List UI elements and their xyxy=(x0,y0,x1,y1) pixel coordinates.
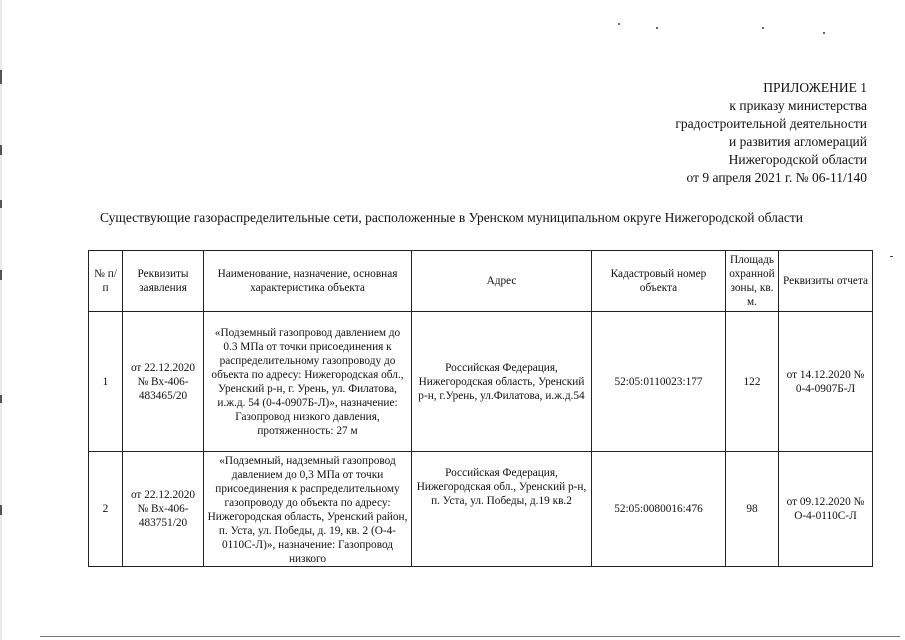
table-row xyxy=(89,312,873,452)
cell-description: «Подземный, надземный газопровод давлением до 0,3 МПа от точки присоединения к распределительному газопроводу до объекта по адресу: Нижегородская область, Уренский район, п. Уста, ул. Победы, д. 19, кв. 2 (О-4-0110С-Л)», назначение: Газопровод низкого xyxy=(204,452,412,567)
document-title: Существующие газораспределительные сети, расположенные в Уренском муниципальном округе Нижегородской области xyxy=(100,210,803,225)
appendix-block xyxy=(675,79,867,187)
scan-speck xyxy=(890,256,893,257)
scan-mark xyxy=(0,200,2,208)
header-request: Реквизиты заявления xyxy=(123,251,204,312)
appendix-line: и развития агломераций xyxy=(728,134,867,149)
cell-number: 1 xyxy=(89,312,123,452)
appendix-line: градостроительной деятельности xyxy=(675,116,867,131)
cell-address: Российская Федерация, Нижегородская область, Уренский р-н, г.Урень, ул.Филатова, и.ж.д.54 xyxy=(412,312,592,452)
scan-mark xyxy=(0,145,2,155)
header-number: № п/п xyxy=(89,251,123,312)
cell-area: 98 xyxy=(726,452,779,567)
scan-mark xyxy=(0,70,2,84)
cell-number: 2 xyxy=(89,452,123,567)
scan-mark xyxy=(0,270,2,280)
scan-speck xyxy=(618,23,620,25)
cell-area: 122 xyxy=(726,312,779,452)
scan-mark xyxy=(0,505,2,515)
scan-edge xyxy=(0,0,2,640)
scan-mark xyxy=(0,395,2,403)
cell-description: «Подземный газопровод давлением до 0.3 МПа от точки присоединения к распределительному газопроводу до объекта по адресу: Нижегородская обл., Уренский р-н, г. Урень, ул. Филатова, и.ж.д. 54 (0-4-0907Б-Л)», назначение: Газопровод низкого давления, протяженность: 27 м xyxy=(204,312,412,452)
gas-networks-table xyxy=(88,250,873,567)
scan-bottom-edge xyxy=(40,636,900,637)
cell-cadastral: 52:05:0110023:177 xyxy=(592,312,726,452)
header-cadastral: Кадастровый номер объекта xyxy=(592,251,726,312)
scan-speck xyxy=(762,27,764,29)
appendix-order-date: от 9 апреля 2021 г. № 06-11/140 xyxy=(686,170,867,185)
cell-report: от 14.12.2020 № 0-4-0907Б-Л xyxy=(779,312,873,452)
header-area: Площадь охранной зоны, кв. м. xyxy=(726,251,779,312)
scan-speck xyxy=(823,32,825,34)
appendix-line: Нижегородской области xyxy=(728,152,867,167)
cell-report: от 09.12.2020 № О-4-0110С-Л xyxy=(779,452,873,567)
appendix-heading: ПРИЛОЖЕНИЕ 1 xyxy=(763,80,867,95)
cell-address: Российская Федерация, Нижегородская обл., Уренский р-н, п. Уста, ул. Победы, д.19 кв.2 xyxy=(412,452,592,567)
cell-request: от 22.12.2020 № Вх-406-483465/20 xyxy=(123,312,204,452)
cell-cadastral: 52:05:0080016:476 xyxy=(592,452,726,567)
header-report: Реквизиты отчета xyxy=(779,251,873,312)
header-description: Наименование, назначение, основная характеристика объекта xyxy=(204,251,412,312)
table-row xyxy=(89,452,873,567)
table-header-row xyxy=(89,251,873,312)
cell-request: от 22.12.2020 № Вх-406-483751/20 xyxy=(123,452,204,567)
header-address: Адрес xyxy=(412,251,592,312)
scan-speck xyxy=(656,27,658,29)
appendix-line: к приказу министерства xyxy=(729,98,867,113)
